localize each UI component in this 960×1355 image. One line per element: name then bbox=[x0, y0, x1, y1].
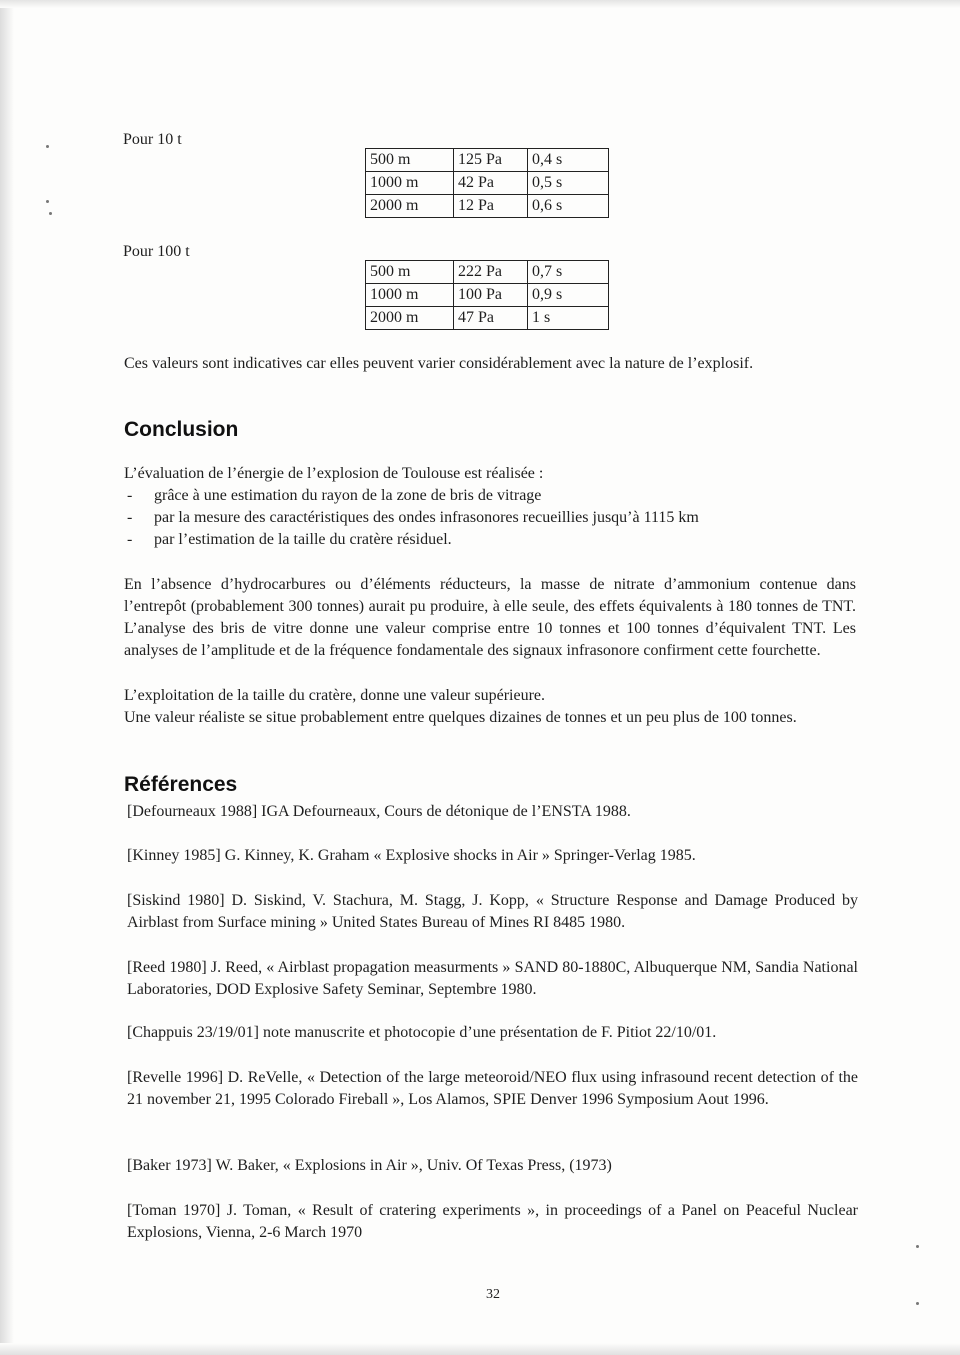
conclusion-intro: L’évaluation de l’énergie de l’explosion de Toulouse est réalisée : bbox=[124, 465, 544, 482]
table-cell: 12 Pa bbox=[454, 195, 528, 218]
table-cell: 0,5 s bbox=[528, 172, 609, 195]
table-10t bbox=[365, 148, 609, 218]
list-item: - par la mesure des caractéristiques des ondes infrasonores recueillies jusqu’à 1115 km bbox=[124, 507, 856, 529]
reference-item: [Chappuis 23/19/01] note manuscrite et photocopie d’une présentation de F. Pitiot 22/10/01. bbox=[127, 1024, 717, 1041]
reference-item: [Revelle 1996] D. ReVelle, « Detection of the large meteoroid/NEO flux using infrasound recent detection of the 21 november 21, 1995 Colorado Fireball », Los Alamos, SPIE Denver 1996 Symposium Aout 1996. bbox=[127, 1069, 858, 1108]
table-cell: 0,7 s bbox=[528, 261, 609, 284]
page-number: 32 bbox=[486, 1287, 500, 1302]
table-row bbox=[366, 172, 609, 195]
table-cell: 42 Pa bbox=[454, 172, 528, 195]
table-cell: 0,6 s bbox=[528, 195, 609, 218]
conclusion-paragraph: En l’absence d’hydrocarbures ou d’éléments réducteurs, la masse de nitrate d’ammonium contenue dans l’entrepôt (probablement 300 tonnes) aurait pu produire, à elle seule, des effets équivalents à 180 tonnes de TNT. L’analyse des bris de vitre donne une valeur comprise entre 10 tonnes et 100 tonnes d’équivalent TNT. Les analyses de l’amplitude et de la fréquence fondamentale des signaux infrasonore confirment cette fourchette. bbox=[124, 576, 856, 659]
table-row bbox=[366, 149, 609, 172]
table-cell: 1 s bbox=[528, 307, 609, 330]
reference-item: [Reed 1980] J. Reed, « Airblast propagation measurments » SAND 80-1880C, Albuquerque NM, Sandia National Laboratories, DOD Explosive Safety Seminar, Septembre 1980. bbox=[127, 959, 858, 998]
note-paragraph: Ces valeurs sont indicatives car elles peuvent varier considérablement avec la nature de l’explosif. bbox=[124, 355, 754, 372]
conclusion-list bbox=[124, 485, 856, 551]
table-row bbox=[366, 284, 609, 307]
table-cell: 500 m bbox=[366, 261, 454, 284]
table-cell: 125 Pa bbox=[454, 149, 528, 172]
table-row bbox=[366, 195, 609, 218]
table-cell: 2000 m bbox=[366, 307, 454, 330]
table-cell: 0,9 s bbox=[528, 284, 609, 307]
reference-item: [Toman 1970] J. Toman, « Result of cratering experiments », in proceedings of a Panel on Peaceful Nuclear Explosions, Vienna, 2-6 March 1970 bbox=[127, 1202, 858, 1241]
reference-item: [Kinney 1985] G. Kinney, K. Graham « Explosive shocks in Air » Springer-Verlag 1985. bbox=[127, 847, 696, 864]
reference-item: [Baker 1973] W. Baker, « Explosions in Air », Univ. Of Texas Press, (1973) bbox=[127, 1157, 612, 1174]
label-10t: Pour 10 t bbox=[123, 131, 182, 148]
table-cell: 2000 m bbox=[366, 195, 454, 218]
table-cell: 1000 m bbox=[366, 284, 454, 307]
references-heading: Références bbox=[124, 773, 238, 796]
table-row bbox=[366, 307, 609, 330]
reference-item: [Defourneaux 1988] IGA Defourneaux, Cours de détonique de l’ENSTA 1988. bbox=[127, 803, 631, 820]
table-cell: 100 Pa bbox=[454, 284, 528, 307]
list-item: - grâce à une estimation du rayon de la zone de bris de vitrage bbox=[124, 485, 856, 507]
table-cell: 0,4 s bbox=[528, 149, 609, 172]
list-item: - par l’estimation de la taille du cratère résiduel. bbox=[124, 529, 856, 551]
label-100t: Pour 100 t bbox=[123, 243, 190, 260]
table-cell: 1000 m bbox=[366, 172, 454, 195]
reference-item: [Siskind 1980] D. Siskind, V. Stachura, M. Stagg, J. Kopp, « Structure Response and Damage Produced by Airblast from Surface mining » United States Bureau of Mines RI 8485 1980. bbox=[127, 892, 858, 931]
table-100t bbox=[365, 260, 609, 330]
conclusion-line-estimate: Une valeur réaliste se situe probablement entre quelques dizaines de tonnes et un peu plus de 100 tonnes. bbox=[124, 709, 797, 726]
table-cell: 500 m bbox=[366, 149, 454, 172]
table-row bbox=[366, 261, 609, 284]
table-cell: 222 Pa bbox=[454, 261, 528, 284]
conclusion-heading: Conclusion bbox=[124, 418, 239, 441]
table-cell: 47 Pa bbox=[454, 307, 528, 330]
conclusion-line-crater: L’exploitation de la taille du cratère, donne une valeur supérieure. bbox=[124, 687, 546, 704]
